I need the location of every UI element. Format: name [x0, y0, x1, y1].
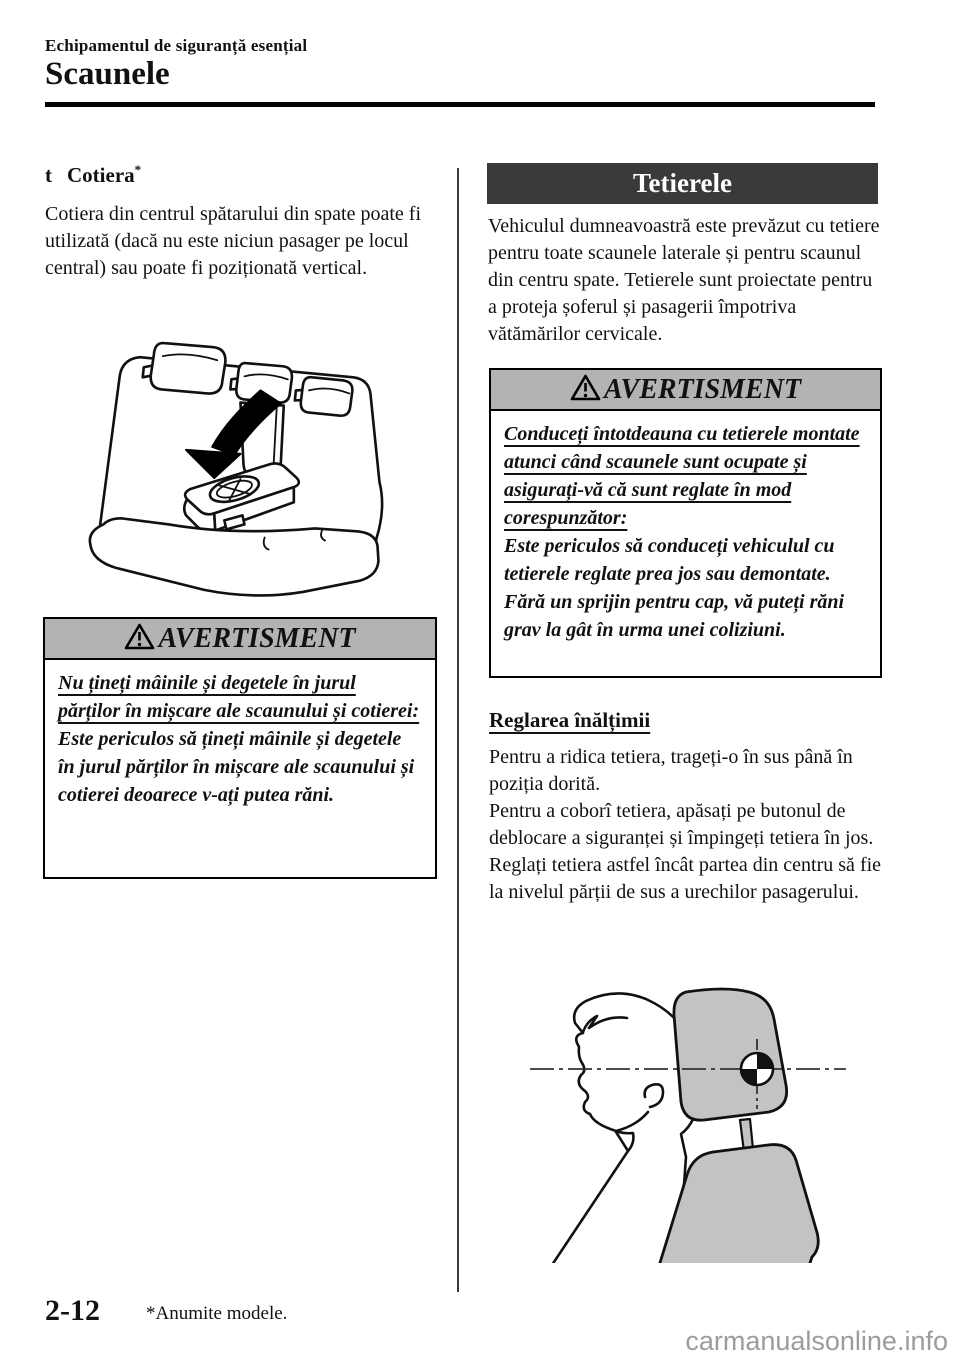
page-number: 2-12 — [45, 1294, 100, 1327]
cotiera-heading — [45, 162, 141, 188]
column-divider — [457, 168, 459, 1292]
page-title: Scaunele — [45, 56, 170, 92]
warning-title: AVERTISMENT — [158, 622, 356, 654]
headrest-height-illustration — [528, 985, 873, 1263]
height-adjustment-heading: Reglarea înălțimii — [489, 708, 651, 732]
cotiera-heading-label: Cotiera* — [67, 162, 142, 187]
title-rule — [45, 102, 875, 107]
cotiera-heading-marker: t — [45, 163, 52, 187]
tetierele-title: Tetierele — [633, 168, 732, 198]
warning-triangle-icon — [124, 622, 155, 655]
cotiera-paragraph: Cotiera din centrul spătarului din spate poate fi utilizată (dacă nu este niciun pasager pe locul central) sau poate fi poziționată vertical. — [45, 203, 421, 279]
footnote-asterisk: * — [134, 162, 142, 177]
height-adjustment-paragraph: Pentru a coborî tetiera, apăsați pe butonul de deblocare a siguranței și împingeți tetiera în jos. — [489, 800, 874, 849]
height-adjustment-paragraph: Pentru a ridica tetiera, trageți-o în sus până în poziția dorită. — [489, 746, 853, 795]
warning-body-text: Este periculos să țineți mâinile și degetele în jurul părților în mișcare ale scaunului și cotierei deoarece v-ați putea răni. — [58, 728, 415, 806]
rear-seat-armrest-illustration — [73, 333, 421, 605]
height-adjustment-paragraph: Reglați tetiera astfel încât partea din centru să fie la nivelul părții de sus a urechilor pasagerului. — [489, 854, 882, 903]
warning-lead-text: Conduceți întotdeauna cu tetierele montate atunci când scaunele sunt ocupate și asigurați-vă că sunt reglate în mod corespunzător: — [504, 423, 860, 529]
warning-box-armrest — [43, 617, 437, 879]
warning-body-text: Este periculos să conduceți vehiculul cu tetierele reglate prea jos sau demontate. Fără un sprijin pentru cap, vă puteți răni grav la gât în urma unei coliziuni. — [504, 535, 845, 641]
warning-lead-text: Nu țineți mâinile și degetele în jurul părților în mișcare ale scaunului și cotierei: — [58, 672, 420, 722]
watermark: carmanualsonline.info — [685, 1326, 948, 1356]
warning-header — [45, 619, 435, 660]
warning-title: AVERTISMENT — [603, 373, 802, 405]
warning-triangle-icon — [570, 373, 601, 406]
warning-box-headrests — [489, 368, 882, 678]
tetierele-paragraph: Vehiculul dumneavoastră este prevăzut cu tetiere pentru toate scaunele laterale și pentru scaunul din centru spate. Tetierele sunt proiectate pentru a proteja șoferul și pasagerii împotriva vătămărilor cervicale. — [488, 215, 880, 345]
height-adjustment-paragraphs — [489, 744, 883, 906]
center-target-crosshair-icon — [741, 1053, 773, 1085]
warning-header — [491, 370, 880, 411]
section-label: Echipamentul de siguranță esențial — [45, 36, 308, 55]
footnote: *Anumite modele. — [146, 1303, 288, 1324]
tetierele-section-header — [487, 163, 878, 204]
